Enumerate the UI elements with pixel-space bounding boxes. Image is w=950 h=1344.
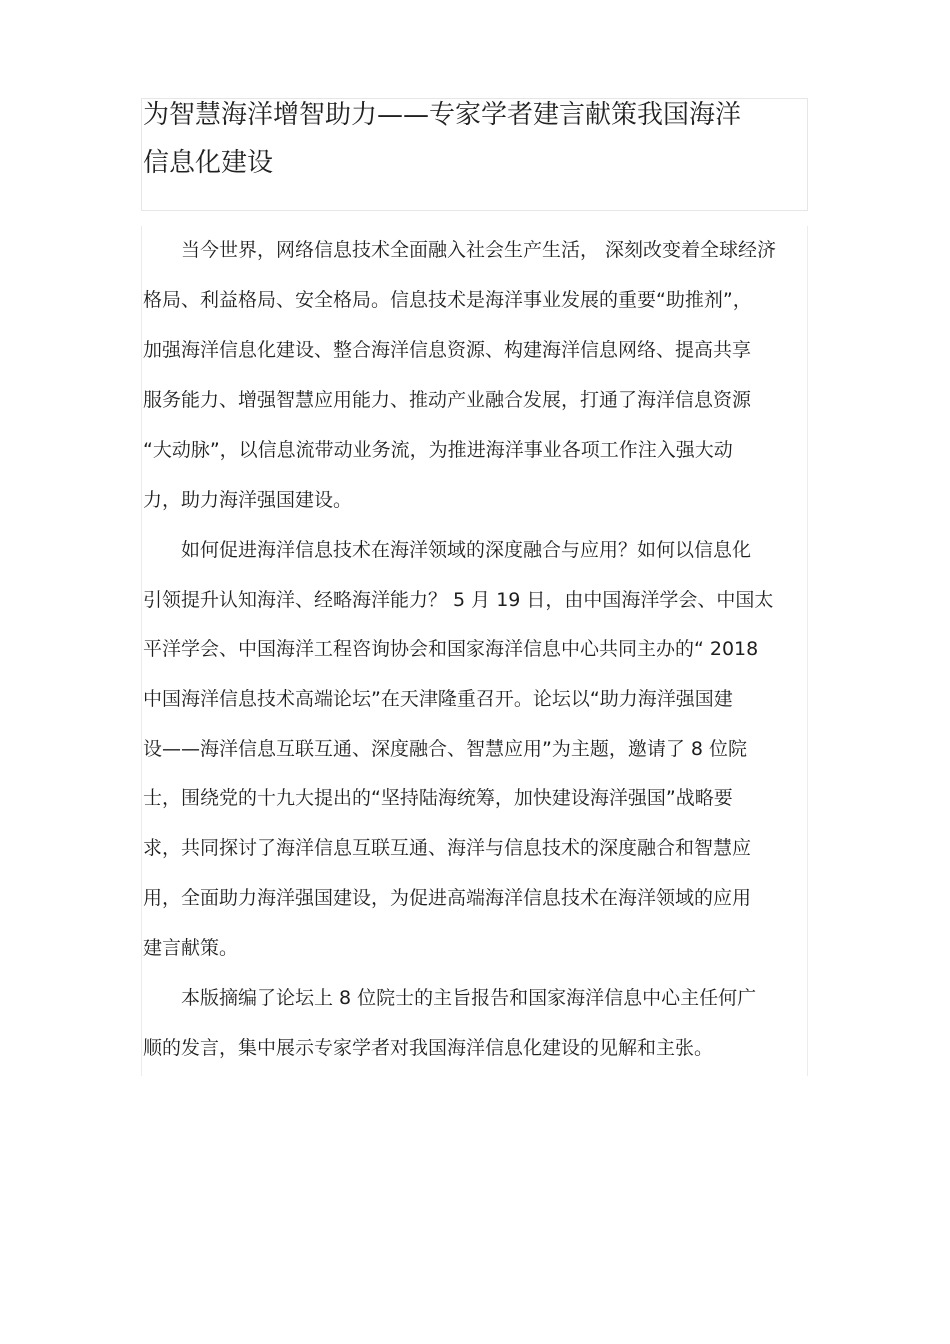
body-line: 顺的发言，集中展示专家学者对我国海洋信息化建设的见解和主张。 (143, 1037, 714, 1059)
body-line: 求，共同探讨了海洋信息互联互通、海洋与信息技术的深度融合和智慧应 (143, 837, 752, 859)
body-line: 用，全面助力海洋强国建设，为促进高端海洋信息技术在海洋领域的应用 (143, 887, 752, 909)
body-line: 力，助力海洋强国建设。 (143, 489, 353, 511)
body-line: 加强海洋信息化建设、整合海洋信息资源、构建海洋信息网络、提高共享 (143, 339, 752, 361)
title-box (141, 98, 808, 211)
body-line: 中国海洋信息技术高端论坛”在天津隆重召开。论坛以“助力海洋强国建 (143, 688, 733, 710)
body-line: 格局、利益格局、安全格局。信息技术是海洋事业发展的重要“助推剂”， (143, 289, 752, 311)
article-title-line-1: 为智慧海洋增智助力——专家学者建言献策我国海洋 (143, 100, 742, 130)
body-line: 当今世界，网络信息技术全面融入社会生产生活， 深刻改变着全球经济 (181, 239, 777, 261)
body-line: 如何促进海洋信息技术在海洋领域的深度融合与应用？如何以信息化 (181, 539, 752, 561)
body-line: 引领提升认知海洋、经略海洋能力？ 5 月 19 日，由中国海洋学会、中国太 (143, 589, 774, 611)
body-line: 士，围绕党的十九大提出的“坚持陆海统筹，加快建设海洋强国”战略要 (143, 787, 733, 809)
body-line: 本版摘编了论坛上 8 位院士的主旨报告和国家海洋信息中心主任何广 (181, 987, 757, 1009)
body-line: 建言献策。 (143, 937, 239, 959)
body-line: 平洋学会、中国海洋工程咨询协会和国家海洋信息中心共同主办的“ 2018 (143, 638, 759, 660)
body-line: “大动脉”，以信息流带动业务流，为推进海洋事业各项工作注入强大动 (143, 439, 733, 461)
body-line: 设——海洋信息互联互通、深度融合、智慧应用”为主题，邀请了 8 位院 (143, 738, 748, 760)
article-title-line-2: 信息化建设 (143, 148, 274, 178)
body-line: 服务能力、增强智慧应用能力、推动产业融合发展，打通了海洋信息资源 (143, 389, 752, 411)
